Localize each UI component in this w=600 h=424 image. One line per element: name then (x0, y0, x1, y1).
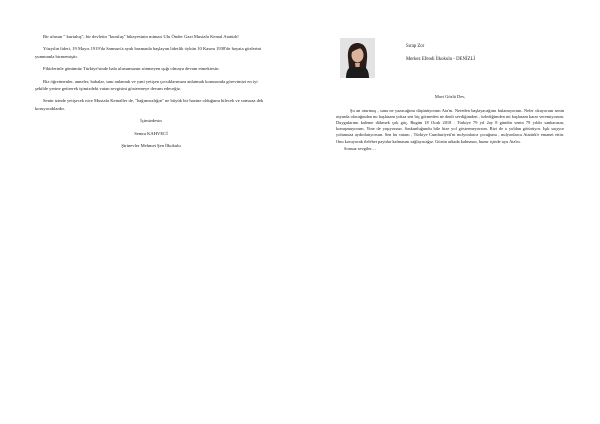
paragraph-5: Senin izinde yetişecek nice Mustafa Kemaller de, "bağımsızlığın" ne büyük bir hazine olduğunu bilecek ve sonsuza dek koruyacaklardır. (35, 98, 264, 111)
paragraph-1: Bir ulusun " kurtuluş"; bir devletin "kuruluş" hikayesinin mimarı Ulu Önder Gazi Mustafa Kemal Atatürk! (43, 34, 239, 39)
letter-column (336, 94, 564, 152)
author-name: Sırap Zor (406, 44, 425, 49)
sign-greeting: İçimizdesin (140, 118, 162, 124)
left-text-column (35, 33, 267, 154)
author-photo (340, 38, 375, 78)
author-school: Merkez Efendi İlkokulu - DENİZLİ (406, 57, 475, 62)
paragraph-3: Fikirlerinle günümüz Türkiye'sinde hala ulusumuzun sönmeyen ışığı olmaya devam etmektesin. (43, 66, 220, 72)
portrait-image (340, 38, 375, 78)
signature-block (35, 117, 267, 149)
sign-name: Semra KAHVECİ (134, 130, 168, 136)
paragraph-2: Yüzyılın lideri, 19 Mayıs 1919'da Samsun'a ayak basmanla başlayan liderlik öykün 10 Kasım 1938'de hayata gözlerini yummanla birmemiştir. (35, 46, 262, 59)
letter-salutation: Mavi Gözlü Dev, (434, 94, 466, 99)
sign-school: Şirinevler Mehmet Şen İlkokulu (121, 143, 181, 149)
letter-closing: Sonsuz sevgiler… (344, 145, 377, 151)
letter-body: Şu an oturmuş , sana ne yazacağımı düşünüyorum Ata'm. Nereden başlayacağımı bulamıyorum. Neler okuyorum senin asyında olacağından mı başlasam yoksa sen hiç görmeden ne denli sevdiğimden , özlediğimden mi başlasam karar veremiyorum. Duygularımı kaleme dökmek çok güç. Bugün 18 Ocak 2018 . Türkiye 79 yıl 2ay 8 gündür senin 79 yıldır sankarasın, konuşmuyorum. Yine de yaşıyorsun. Saskunluğundu bile bize yol göstermeyorsun. Bizi de o yoldan götürüyor. Işık saçıyor yolumuza aydınlatıyorsun. Sen bu vatanı , Türkiye Cumhuriyeti'ni mıfyonlarca çocuğunu , mılyonlarca Atatürk'e emanet ettin. Onu koruyacak ilelebet payidar kalmasını sağlayacağız. Gözün arkada kalmasın, huzur içinde uyu Ata'm. (336, 108, 564, 144)
paragraph-4: Biz öğretmenler, anneler, babalar, sanı anlamak ve yani yetişen çocuklarımıza anlatmak konusunda görevimizi en iyi şekilde yerine getirerek işimizdeki vatan sevgisini göstermeye devam edeceğiz. (35, 78, 258, 92)
